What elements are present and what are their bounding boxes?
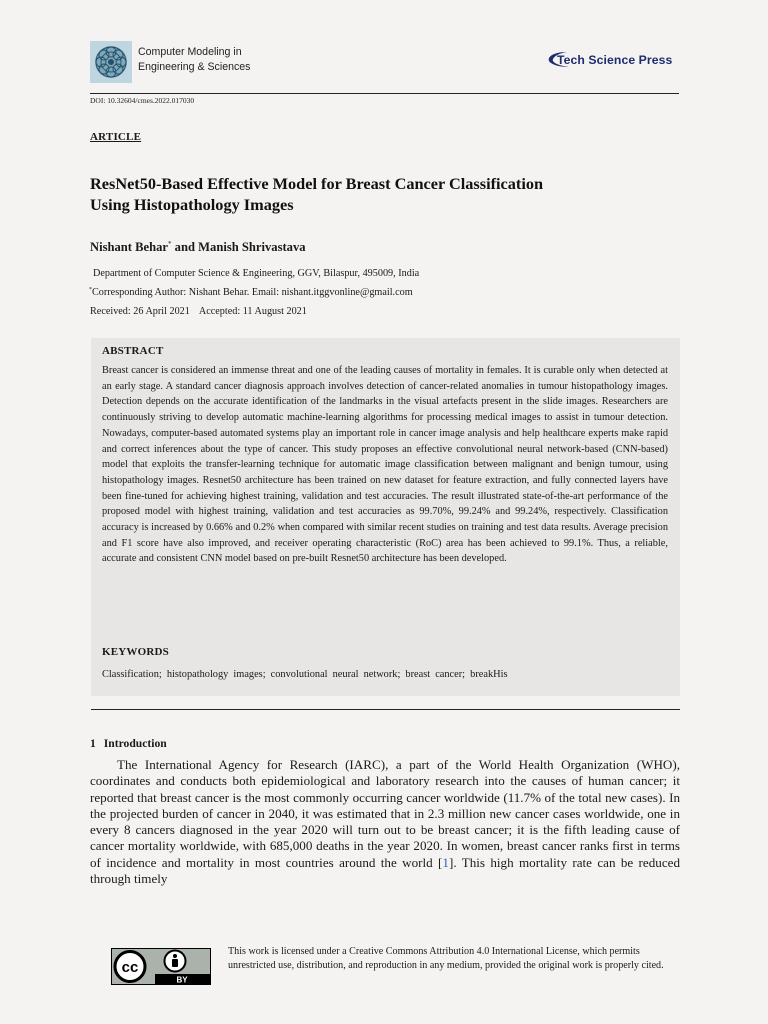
section-divider [91,709,680,710]
paper-title [90,174,650,215]
section-heading [90,737,167,750]
publisher-name: Tech Science Press [557,53,673,67]
corresponding-mark: * [89,287,92,293]
section-number: 1 [90,737,96,750]
journal-logo-icon [90,41,132,83]
author-name[interactable]: Nishant Behar [90,240,169,254]
journal-name-line1: Computer Modeling in [138,46,242,58]
journal-name-line2: Engineering & Sciences [138,61,251,73]
author-name-2[interactable]: and Manish Shrivastava [171,240,306,254]
citation-close: ] [448,854,454,870]
citation-link[interactable]: 1 [442,854,449,870]
author-list [90,240,306,255]
article-dates [90,306,307,317]
accepted-date: Accepted: 11 August 2021 [198,306,307,317]
corresponding-author-text[interactable]: Corresponding Author: Nishant Behar. Email: nishant.itggvonline@gmail.com [92,287,413,298]
corresponding-author [89,287,413,298]
cc-by-license-badge-icon[interactable] [111,948,211,985]
received-date: Received: 26 April 2021 [90,306,190,317]
license-statement: This work is licensed under a Creative Commons Attribution 4.0 International License, which permits unrestricted use, distribution, and reproduction in any medium, provided the original work is properly cited. [228,946,664,972]
introduction-paragraph [90,757,680,887]
intro-text: The International Agency for Research (IARC), a part of the World Health Organization (WHO), coordinates and conducts both epidemiological and laboratory research into the causes of human cancer; it reported that breast cancer is the most commonly occurring cancer worldwide (11.7% of the total new cases). In the projected burden of cancer in 2040, it was estimated that in 2.3 million new cancer cases worldwide, one in every 8 cancers diagnosed in the year 2020 will turn out to be breast cancer; it is the fifth leading cause of cancer mortality worldwide, with 685,000 deaths in the year 2020. In women, breast cancer ranks first in terms of incidence and mortality in most countries around the world [90,757,680,870]
intro-text-cont: . This high mortality rate can be reduced through timely [90,854,680,887]
section-title: Introduction [103,737,167,750]
publisher-logo [545,49,672,71]
abstract-heading: ABSTRACT [102,345,164,357]
by-badge-text: BY [176,975,188,985]
corresponding-mark: * [168,240,172,248]
keywords-heading: KEYWORDS [102,646,169,658]
affiliation: Department of Computer Science & Engineering, GGV, Bilaspur, 495009, India [93,268,420,279]
keywords-text: Classification; histopathology images; convolutional neural network; breast cancer; breakHis [102,669,508,680]
journal-name [138,45,250,75]
cc-badge-text: cc [121,959,139,976]
citation-open: [ [438,854,443,870]
doi-link[interactable]: DOI: 10.32604/cmes.2022.017030 [90,96,195,105]
paper-title-line1: ResNet50-Based Effective Model for Breast Cancer Classification [90,174,544,193]
article-type-label: ARTICLE [90,131,142,143]
paper-title-line2: Using Histopathology Images [90,194,294,214]
header-divider [90,93,679,94]
abstract-text: Breast cancer is considered an immense threat and one of the leading causes of mortality in females. It is curable only when detected at an early stage. A standard cancer diagnosis approach involves detection of cancer-related anomalies in tumour histopathology images. Detection depends on the accurate identification of the landmarks in the visual artefacts present in the slide images. Researchers are continuously striving to develop automatic machine-learning algorithms for processing medical images to assist in tumour detection. Nowadays, computer-based automated systems play an important role in cancer image analysis and help healthcare experts make rapid and correct inferences about the type of cancer. This study proposes an effective convolutional neural network-based (CNN-based) model that exploits the transfer-learning technique for automatic image classification between malignant and benign tumour, using histopathology images. Resnet50 architecture has been trained on new dataset for feature extraction, and fully connected layers have been fine-tuned for achieving highest training, validation and test accuracies. The result illustrated state-of-the-art performance of the proposed model with highest training, validation and test accuracies as 99.70%, 99.24% and 99.24%, respectively. Classification accuracy is increased by 0.66% and 0.2% when compared with similar recent studies on training and test data results. Average precision and F1 score have also improved, and receiver operating characteristic (RoC) area has been achieved to 99.1%. Thus, a reliable, accurate and consistent CNN model based on pre-built Resnet50 architecture has been developed. [102,365,668,565]
